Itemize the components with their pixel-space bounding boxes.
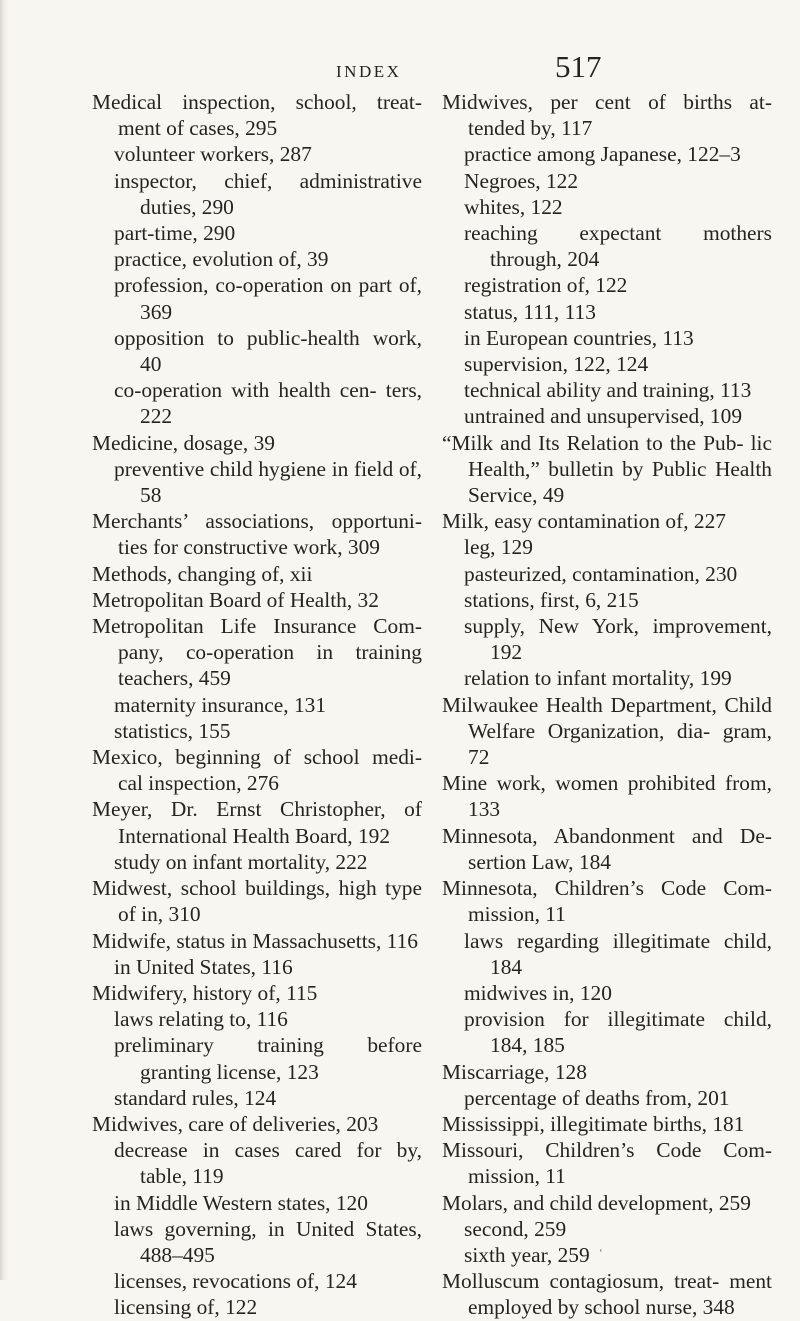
index-entry: Minnesota, Abandonment and De- sertion Law, 184 <box>442 823 772 874</box>
index-subentry: part-time, 290 <box>114 221 236 246</box>
index-entry: Milk, easy contamination of, 227 <box>442 509 726 534</box>
page-binding-edge <box>0 0 9 1280</box>
index-column-right <box>442 89 772 1321</box>
index-subentry: standard rules, 124 <box>114 1085 277 1110</box>
index-subentry: percentage of deaths from, 201 <box>464 1085 730 1110</box>
index-entry: Molluscum contagiosum, treat- ment employed by school nurse, 348 <box>442 1269 772 1320</box>
index-entry: Milwaukee Health Department, Child Welfare Organization, dia- gram, 72 <box>442 692 772 770</box>
index-subentry: whites, 122 <box>464 194 563 219</box>
index-subentry: in Middle Western states, 120 <box>114 1190 368 1215</box>
index-subentry: practice, evolution of, 39 <box>114 247 329 272</box>
index-column-left <box>92 89 422 1321</box>
index-entry: Missouri, Children’s Code Com- mission, 11 <box>442 1138 772 1189</box>
index-subentry: registration of, 122 <box>464 273 628 298</box>
index-entry: Meyer, Dr. Ernst Christopher, of International Health Board, 192 <box>92 797 422 848</box>
index-subentry: decrease in cases cared for by, table, 119 <box>114 1138 422 1189</box>
index-subentry: profession, co-operation on part of, 369 <box>114 273 422 324</box>
index-subentry: untrained and unsupervised, 109 <box>464 404 743 429</box>
index-subentry: sixth year, 259 <box>464 1242 590 1267</box>
index-subentry: licenses, revocations of, 124 <box>114 1269 357 1294</box>
index-entry: Mexico, beginning of school medi- cal inspection, 276 <box>92 745 422 796</box>
index-subentry: relation to infant mortality, 199 <box>464 666 732 691</box>
index-entry: Midwest, school buildings, high type of in, 310 <box>92 876 422 927</box>
index-subentry: technical ability and training, 113 <box>464 378 752 403</box>
index-subentry: status, 111, 113 <box>464 299 596 324</box>
index-subentry: volunteer workers, 287 <box>114 142 312 167</box>
index-entry: Methods, changing of, xii <box>92 561 313 586</box>
index-entry: Minnesota, Children’s Code Com- mission, 11 <box>442 876 772 927</box>
index-entry: Molars, and child development, 259 <box>442 1190 751 1215</box>
page-number: 517 <box>555 49 602 84</box>
index-subentry: maternity insurance, 131 <box>114 692 327 717</box>
index-subentry: supply, New York, improvement, 192 <box>464 614 772 665</box>
index-entry: Mine work, women prohibited from, 133 <box>442 771 772 822</box>
index-entry: Midwives, care of deliveries, 203 <box>92 1111 379 1136</box>
index-subentry: supervision, 122, 124 <box>464 352 649 377</box>
print-speck: ‘ <box>599 1247 603 1259</box>
index-entry: Medical inspection, school, treat- ment of cases, 295 <box>92 90 422 141</box>
index-entry: “Milk and Its Relation to the Pub- lic Health,” bulletin by Public Health Service, 49 <box>442 430 772 508</box>
index-subentry: study on infant mortality, 222 <box>114 849 368 874</box>
index-subentry: opposition to public-health work, 40 <box>114 325 422 377</box>
index-subentry: laws regarding illegitimate child, 184 <box>464 928 772 979</box>
index-subentry: preliminary training before granting license, 123 <box>114 1033 422 1084</box>
index-subentry: statistics, 155 <box>114 718 231 743</box>
index-entry: Midwives, per cent of births at- tended by, 117 <box>442 90 772 141</box>
index-subentry: preventive child hygiene in field of, 58 <box>114 456 422 508</box>
index-subentry: pasteurized, contamination, 230 <box>464 561 738 586</box>
index-subentry: second, 259 <box>464 1216 567 1241</box>
index-subentry: in European countries, 113 <box>464 325 694 350</box>
index-subentry: co-operation with health cen- ters, 222 <box>114 378 422 429</box>
index-subentry: reaching expectant mothers through, 204 <box>464 221 772 272</box>
index-entry: Miscarriage, 128 <box>442 1059 587 1084</box>
index-entry: Metropolitan Board of Health, 32 <box>92 587 379 612</box>
index-subentry: in United States, 116 <box>114 954 293 979</box>
running-head <box>0 42 800 82</box>
index-entry: Metropolitan Life Insurance Com- pany, co-operation in training teachers, 459 <box>92 614 422 691</box>
index-entry: Medicine, dosage, 39 <box>92 430 275 455</box>
index-subentry: stations, first, 6, 215 <box>464 587 639 612</box>
index-entry: Mississippi, illegitimate births, 181 <box>442 1111 745 1136</box>
index-subentry: Negroes, 122 <box>464 168 579 193</box>
index-entry: Merchants’ associations, opportuni- ties for constructive work, 309 <box>92 509 422 560</box>
index-subentry: inspector, chief, administrative duties, 290 <box>114 168 422 219</box>
index-subentry: laws relating to, 116 <box>114 1007 288 1032</box>
page-header-title: INDEX <box>336 62 402 81</box>
index-subentry: licensing of, 122 <box>114 1295 258 1320</box>
index-subentry: practice among Japanese, 122–3 <box>464 142 741 167</box>
index-entry: Midwife, status in Massachusetts, 116 <box>92 928 418 953</box>
index-subentry: provision for illegitimate child, 184, 185 <box>464 1007 772 1058</box>
index-subentry: midwives in, 120 <box>464 980 612 1005</box>
index-entry: Midwifery, history of, 115 <box>92 980 318 1005</box>
index-subentry: leg, 129 <box>464 535 533 560</box>
index-subentry: laws governing, in United States, 488–495 <box>114 1216 422 1267</box>
